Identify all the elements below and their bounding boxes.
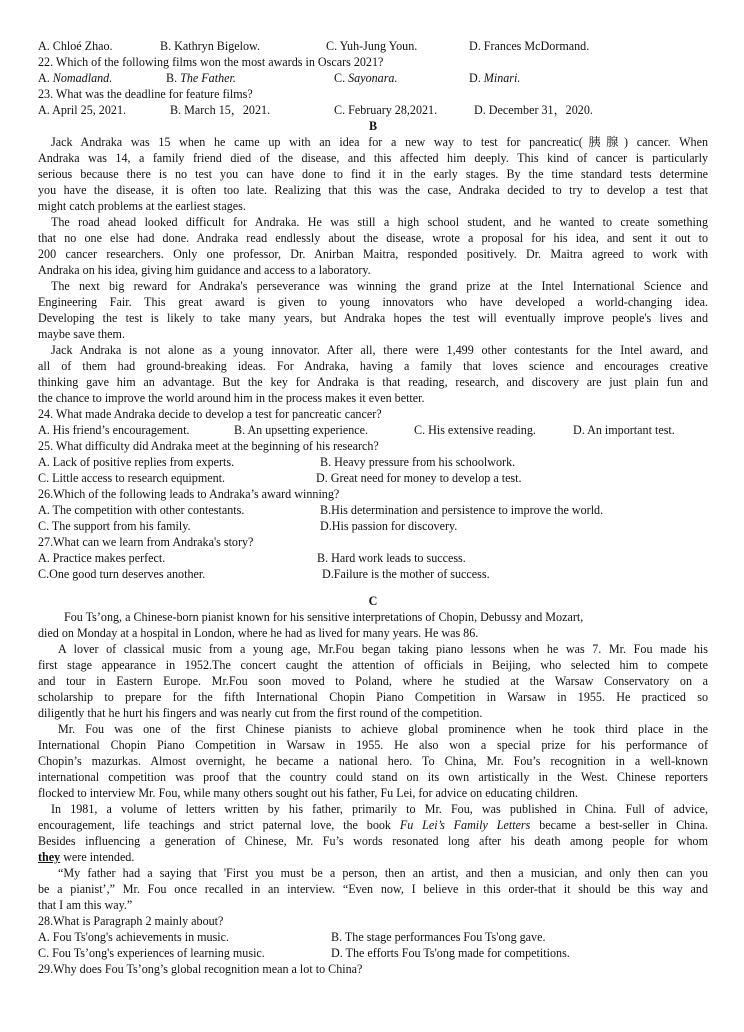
q27-option-c: C.One good turn deserves another. [38,567,206,581]
section-b-paragraph-3 [38,278,708,342]
q21-option-a: A. Chloé Zhao. [38,39,113,53]
c-p4-line-3: Besides influencing a generation of Chinese, Mr. Fu’s words resonated long after his death among people for whom [38,834,708,848]
b-p3-line-1: The next big reward for Andraka's perseverance was winning the grand prize at the Intel International Science and [51,279,708,293]
b-p4-line-3: thinking gave him an advantage. But the key for Andraka is that reading, research, and discovery are just plain fun and [38,375,708,389]
q26-options-row-1 [38,502,708,518]
c-p5-line-3: that I am this way.” [38,898,133,912]
b-p1-line-2: Andraka was 14, a family friend died of the disease, and this affected him deeply. This kind of cancer is particularly [38,151,708,165]
section-b-paragraph-1 [38,134,708,214]
q22-option-b-title: The Father. [180,71,236,85]
b-p4-line-1: Jack Andraka is not alone as a young innovator. After all, there were 1,499 other contestants for the Intel award, and [51,343,708,357]
c-p4-line-4-post: were intended. [60,850,135,864]
q22-option-c [334,70,398,86]
b-p1-line-3: serious because there is no test you can have done to find it in the early stages. By the time standard tests determine [38,167,708,181]
q26-option-b: B.His determination and persistence to improve the world. [320,503,604,517]
q24-option-b: B. An upsetting experience. [234,423,369,437]
q23-option-b: B. March 15，2021. [170,103,271,117]
b-p2-line-1: The road ahead looked difficult for Andraka. He was still a high school student, and he wanted to create something [51,215,708,229]
q21-option-c: C. Yuh-Jung Youn. [326,39,418,53]
b-p3-line-2: Engineering Fair. This great award is given to young innovators who have developed a world-changing idea. [38,295,708,309]
q26-option-c: C. The support from his family. [38,519,191,533]
q28-options-row-1 [38,929,708,945]
b-p4-line-4: the chance to improve the world around him in the process makes it even better. [38,391,425,405]
q23-options [38,102,708,118]
q26-options-row-2 [38,518,708,534]
q25-option-a: A. Lack of positive replies from experts. [38,455,235,469]
q27-stem: 27.What can we learn from Andraka's story? [38,535,254,549]
b-p1-line-4: you have the disease, it is often too late. Realizing that this was the case, Andraka decided to try to develop a test that [38,183,708,197]
section-c-heading: C [368,594,378,608]
b-p2-line-2: that no one else had done. Andraka read endlessly about the disease, wrote a proposal for his idea, and sent it out to [38,231,708,245]
q22-options [38,70,708,86]
book-title: Fu Lei’s Family Letters [399,818,531,832]
q22-option-a [38,70,112,86]
c-p4-line-1: In 1981, a volume of letters written by his father, primarily to Mr. Fou, was published in China. Full of advice, [51,802,708,816]
q25-stem: 25. What difficulty did Andraka meet at the beginning of his research? [38,439,379,453]
c-p5-line-2: be a pianist’,” Mr. Fou once recalled in an interview. “Even now, I believe in this order-that it should be this way and [38,882,708,896]
section-c-paragraph-3 [38,721,708,801]
b-p2-line-4: Andraka on his idea, giving him guidance and access to a laboratory. [38,263,371,277]
q28-option-b: B. The stage performances Fou Ts'ong gave. [331,930,546,944]
c-p2-line-5: diligently that he hurt his fingers and was nearly cut from the first round of the competition. [38,706,483,720]
q24-option-d: D. An important test. [573,423,675,437]
q22-option-b [166,70,236,86]
c-p4-line-2-post: became a best-seller in China. [530,818,708,832]
q22-stem: 22. Which of the following films won the most awards in Oscars 2021? [38,55,384,69]
b-p3-line-4: maybe save them. [38,327,125,341]
q25-option-c: C. Little access to research equipment. [38,471,226,485]
q24-stem: 24. What made Andraka decide to develop a test for pancreatic cancer? [38,407,382,421]
q23-stem: 23. What was the deadline for feature films? [38,87,253,101]
q27-option-d: D.Failure is the mother of success. [322,567,490,581]
q22-option-a-letter: A. [38,71,53,85]
b-p1-line-1: Jack Andraka was 15 when he came up with an idea for a new way to test for pancreatic(胰腺) cancer. When [51,135,708,149]
c-p2-line-3: and tour in Eastern Europe. Mr.Fou soon moved to Poland, where he studied at the Warsaw Conservatory on a [38,674,708,688]
q27-option-b: B. Hard work leads to success. [317,551,466,565]
section-b-paragraph-4 [38,342,708,406]
q22-option-d-title: Minari. [483,71,521,85]
section-spacer [38,582,708,593]
c-p4-line-2-pre: encouragement, life teachings and strict paternal love, the book [38,818,400,832]
q21-option-b: B. Kathryn Bigelow. [160,39,260,53]
b-p1-line-5: might catch problems at the earliest stages. [38,199,246,213]
q22-option-b-letter: B. [166,71,181,85]
section-c-paragraph-4 [38,801,708,865]
q28-stem: 28.What is Paragraph 2 mainly about? [38,914,224,928]
section-c-paragraph-2 [38,641,708,721]
q21-option-d: D. Frances McDormand. [469,39,590,53]
q26-stem: 26.Which of the following leads to Andraka’s award winning? [38,487,340,501]
q27-option-a: A. Practice makes perfect. [38,551,166,565]
q25-option-b: B. Heavy pressure from his schoolwork. [320,455,516,469]
c-p2-line-1: A lover of classical music from a young age, Mr.Fou began taking piano lessons when he was 7. Mr. Fou made his [58,642,708,656]
c-p1-line-1: Fou Ts’ong, a Chinese-born pianist known for his sensitive interpretations of Chopin, Debussy and Mozart, [64,610,584,624]
q28-option-a: A. Fou Ts'ong's achievements in music. [38,930,230,944]
q22-option-c-title: Sayonara. [348,71,398,85]
q28-option-d: D. The efforts Fou Ts'ong made for competitions. [331,946,570,960]
q23-option-d: D. December 31，2020. [474,103,593,117]
section-c-paragraph-5 [38,865,708,913]
q25-options-row-2 [38,470,708,486]
exam-page [38,38,708,977]
q22-option-d-letter: D. [469,71,484,85]
c-p2-line-4: scholarship to prepare for the fifth International Chopin Piano Competition in Warsaw in 1955. He practiced so [38,690,708,704]
section-b-paragraph-2 [38,214,708,278]
q25-options-row-1 [38,454,708,470]
c-p3-line-3: Chopin’s mazurkas. Almost overnight, he became a national hero. To China, Mr. Fou’s recognition in a well-known [38,754,708,768]
q24-option-a: A. His friend’s encouragement. [38,423,190,437]
q26-option-d: D.His passion for discovery. [320,519,458,533]
q24-option-c: C. His extensive reading. [414,423,536,437]
c-p5-line-1: “My father had a saying that 'First you must be a person, then an artist, and then a musician, and only then can you [58,866,708,880]
q21-options [38,38,708,54]
c-p4-line-4 [38,849,708,865]
c-p2-line-2: first stage appearance in 1952.The concert caught the attention of officials in Beijing, who selected him to compete [38,658,708,672]
q22-option-a-title: Nomadland. [52,71,113,85]
q29-stem: 29.Why does Fou Ts’ong’s global recognition mean a lot to China? [38,962,363,976]
section-b-heading: B [368,119,378,133]
c-p1-line-2: died on Monday at a hospital in London, where he had as lived for many years. He was 86. [38,626,479,640]
q28-options-row-2 [38,945,708,961]
b-p2-line-3: 200 cancer researchers. Only one professor, Dr. Anirban Maitra, responded positively. Dr. Maitra agreed to work with [38,247,708,261]
c-p4-line-2 [38,817,708,833]
underlined-word-they: they [38,850,61,864]
q23-option-a: A. April 25, 2021. [38,103,127,117]
q22-option-d [469,70,520,86]
q27-options-row-2 [38,566,708,582]
q22-option-c-letter: C. [334,71,349,85]
section-c-paragraph-1 [38,609,708,641]
c-p3-line-1: Mr. Fou was one of the first Chinese pianists to achieve global prominence when he took third place in the [58,722,708,736]
q23-option-c: C. February 28,2021. [334,103,438,117]
q24-options [38,422,708,438]
c-p3-line-2: International Chopin Piano Competition in Warsaw in 1955. He also won a special prize for his performance of [38,738,708,752]
q27-options-row-1 [38,550,708,566]
c-p3-line-5: flocked to interview Mr. Fou, while many others sought out his father, Fu Lei, for advice on educating children. [38,786,578,800]
q25-option-d: D. Great need for money to develop a test. [316,471,522,485]
b-p4-line-2: all of them had ground-breaking ideas. For Andraka, having a family that loves science and encourages creative [38,359,708,373]
q28-option-c: C. Fou Ts’ong's experiences of learning music. [38,946,265,960]
c-p3-line-4: international competition was proof that the country could stand on its own artistically in the West. Chinese reporters [38,770,708,784]
q26-option-a: A. The competition with other contestants. [38,503,245,517]
b-p3-line-3: Developing the test is likely to take many years, but Andraka hopes the test will eventually improve people's lives and [38,311,708,325]
